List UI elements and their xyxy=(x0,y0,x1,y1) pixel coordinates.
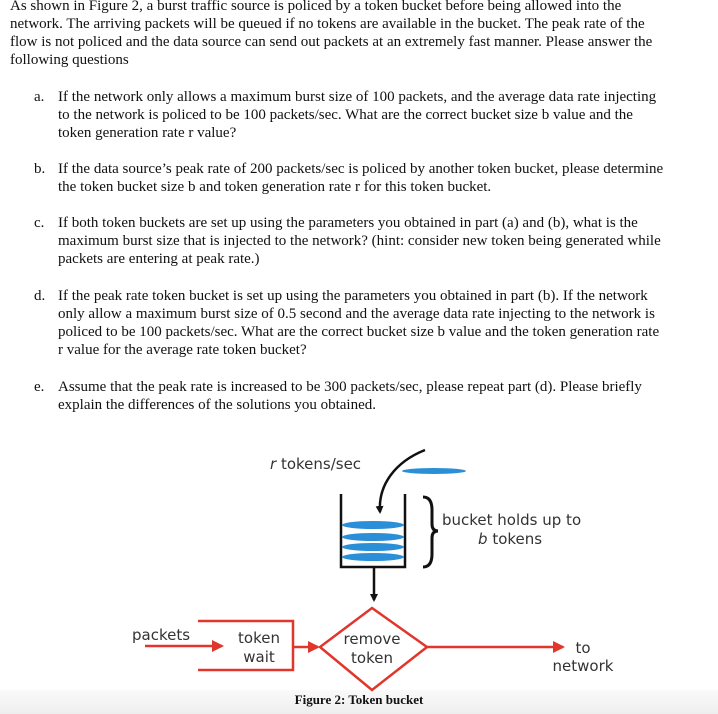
question-line: the token bucket size b and token generation rate r for this token bucket. xyxy=(58,179,492,195)
question-label: b. xyxy=(34,161,46,177)
remove-token-label: remove xyxy=(343,630,401,648)
to-network-label: network xyxy=(552,657,614,675)
token-wait-label: token xyxy=(238,629,280,647)
question-line: policed to be 100 packets/sec. What are the correct bucket size b value and the token generation rate xyxy=(58,324,660,340)
question-label: d. xyxy=(34,288,46,304)
token-wait-label: wait xyxy=(243,648,275,666)
question-line: If the peak rate token bucket is set up using the parameters you obtained in part (b). If the network xyxy=(58,288,648,304)
intro-line: flow is not policed and the data source can send out packets at an extremely fast manner. Please answer the xyxy=(10,34,653,50)
question-line: Assume that the peak rate is increased to be 300 packets/sec, please repeat part (d). Please briefly xyxy=(58,379,642,395)
question-line: only allow a maximum burst size of 0.5 second and the average data rate injecting to the network is xyxy=(58,306,655,322)
question-line: If both token buckets are set up using the parameters you obtained in part (a) and (b), what is the xyxy=(58,215,638,231)
intro-line: As shown in Figure 2, a burst traffic source is policed by a token bucket before being allowed into the xyxy=(10,0,622,14)
question-line: token generation rate r value? xyxy=(58,125,237,141)
figure-caption: Figure 2: Token bucket xyxy=(294,692,424,707)
bucket-label-tokens: b tokens xyxy=(478,530,543,548)
intro-line: following questions xyxy=(10,52,129,68)
question-line: packets are entering at peak rate.) xyxy=(58,251,260,267)
question-label: e. xyxy=(34,379,45,395)
question-line: If the data source’s peak rate of 200 packets/sec is policed by another token bucket, please determine xyxy=(58,161,664,177)
question-line: to the network is policed to be 100 packets/sec. What are the correct bucket size b value and the xyxy=(58,107,633,123)
remove-token-label: token xyxy=(351,649,393,667)
question-label: c. xyxy=(34,215,45,231)
rate-label: r tokens/sec xyxy=(270,455,362,473)
bucket-token xyxy=(342,553,404,561)
bucket-label: bucket holds up to xyxy=(442,511,582,529)
brace xyxy=(423,497,438,567)
token-arrival-arrow xyxy=(380,450,425,512)
packets-label: packets xyxy=(132,626,191,644)
question-label: a. xyxy=(34,89,45,105)
question-line: r value for the average rate token bucket? xyxy=(58,342,307,358)
bucket-token xyxy=(342,533,404,541)
incoming-token xyxy=(402,468,466,474)
to-network-label: to xyxy=(575,639,591,657)
question-line: explain the differences of the solutions you obtained. xyxy=(58,397,376,413)
question-line: If the network only allows a maximum burst size of 100 packets, and the average data rate injecting xyxy=(58,89,657,105)
question-line: maximum burst size that is injected to the network? (hint: consider new token being generated while xyxy=(58,233,661,249)
bucket-token xyxy=(342,543,404,551)
intro-line: network. The arriving packets will be queued if no tokens are available in the bucket. The peak rate of the xyxy=(10,16,645,32)
bucket-token xyxy=(342,521,404,529)
